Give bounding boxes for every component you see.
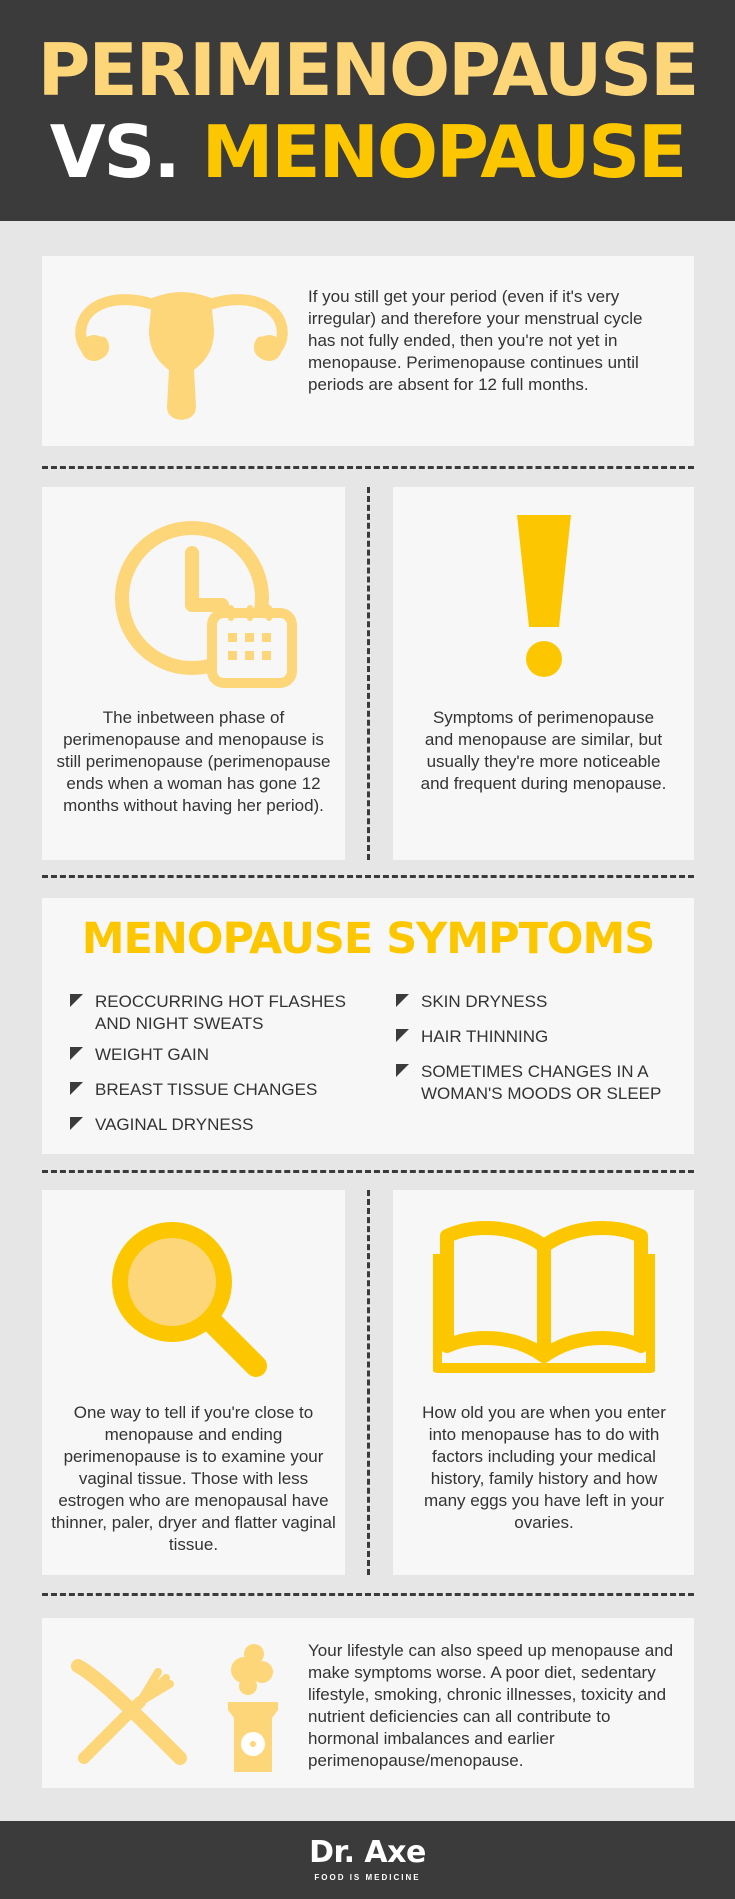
symptom-item: VAGINAL DRYNESS <box>70 1114 370 1136</box>
examine-card <box>42 1190 345 1575</box>
triangle-bullet-icon <box>70 1082 83 1095</box>
age-card <box>393 1190 694 1575</box>
symptom-item: BREAST TISSUE CHANGES <box>70 1079 370 1101</box>
symptom-item: SKIN DRYNESS <box>396 991 686 1013</box>
triangle-bullet-icon <box>396 1064 409 1077</box>
lifestyle-card <box>42 1618 694 1788</box>
symptom-item: SOMETIMES CHANGES IN A WOMAN'S MOODS OR SLEEP <box>396 1061 686 1105</box>
clock-calendar-icon <box>102 513 302 693</box>
period-text: If you still get your period (even if it's very irregular) and therefore your menstrual cycle has not fully ended, then you're not yet in menopause. Perimenopause continues until periods are absent for 12 full months. <box>308 287 643 394</box>
period-card <box>42 256 694 446</box>
brand-logo: Dr. Axe <box>309 1835 426 1870</box>
section-divider <box>42 875 694 878</box>
symptom-item: HAIR THINNING <box>396 1026 686 1048</box>
header-banner <box>0 0 735 221</box>
triangle-bullet-icon <box>70 994 83 1007</box>
inbetween-text: The inbetween phase of perimenopause and menopause is still perimenopause (perimenopause ends when a woman has gone 12 months without having her period). <box>56 708 331 815</box>
exclamation-icon <box>511 515 577 679</box>
triangle-bullet-icon <box>70 1047 83 1060</box>
symptoms-card <box>42 898 694 1154</box>
similar-text: Symptoms of perimenopause and menopause are similar, but usually they're more noticeable and frequent during menopause. <box>420 708 667 793</box>
triangle-bullet-icon <box>396 1029 409 1042</box>
section-divider <box>42 1593 694 1596</box>
uterus-icon <box>64 282 299 432</box>
lifestyle-text: Your lifestyle can also speed up menopause and make symptoms worse. A poor diet, sedentary lifestyle, smoking, chronic illnesses, toxicity and nutrient deficiencies can all contribute to hormonal imbalances and earlier perimenopause/menopause. <box>308 1641 674 1770</box>
knife-fork-icon <box>70 1658 200 1768</box>
title-vs: VS. <box>49 110 179 194</box>
symptoms-title: MENOPAUSE SYMPTOMS <box>81 914 655 964</box>
title-line-2 <box>0 110 735 194</box>
age-text: How old you are when you enter into menopause has to do with factors including your medical history, family history and how many eggs you have left in your ovaries. <box>422 1403 666 1532</box>
symptom-item: WEIGHT GAIN <box>70 1044 370 1066</box>
inbetween-card <box>42 487 345 860</box>
vertical-divider <box>367 1190 370 1575</box>
title-menopause: MENOPAUSE <box>201 110 686 194</box>
title-line-1: PERIMENOPAUSE <box>37 28 698 112</box>
similar-card <box>393 487 694 860</box>
toxic-smoke-icon <box>218 1640 288 1780</box>
open-book-icon <box>433 1216 655 1376</box>
symptom-item: REOCCURRING HOT FLASHES AND NIGHT SWEATS <box>70 991 370 1035</box>
examine-text: One way to tell if you're close to menopause and ending perimenopause is to examine your vaginal tissue. Those with less estrogen who are menopausal have thinner, paler, dryer and flatter vaginal tissue. <box>51 1403 336 1554</box>
triangle-bullet-icon <box>396 994 409 1007</box>
brand-tagline: FOOD IS MEDICINE <box>314 1873 421 1882</box>
footer-brand <box>0 1821 735 1899</box>
vertical-divider <box>367 487 370 860</box>
section-divider <box>42 466 694 469</box>
triangle-bullet-icon <box>70 1117 83 1130</box>
magnifier-icon <box>104 1214 284 1384</box>
section-divider <box>42 1170 694 1173</box>
